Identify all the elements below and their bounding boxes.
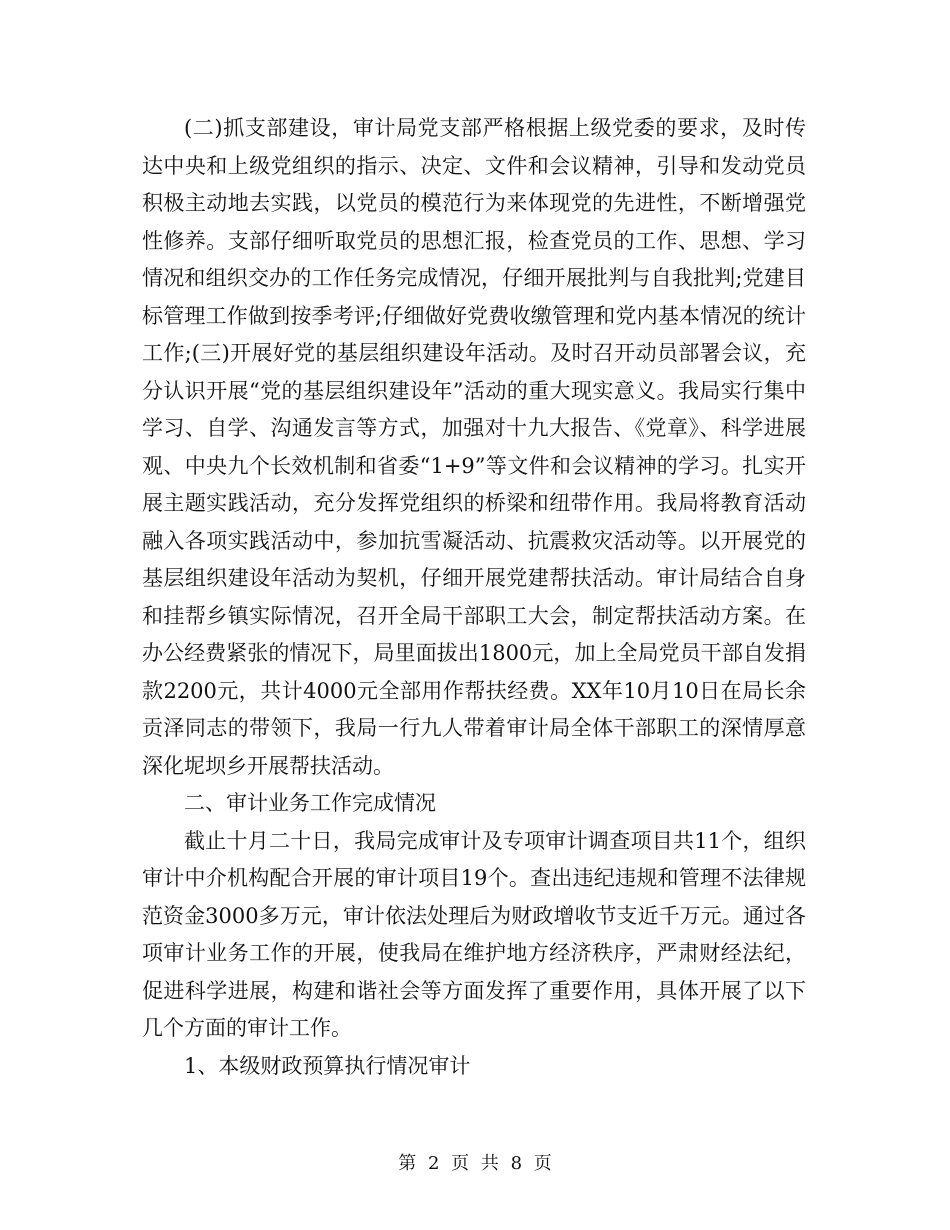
document-body (142, 110, 806, 1085)
page-footer: 第 2 页 共 8 页 (398, 1153, 552, 1174)
section-heading-audit-work: 二、审计业务工作完成情况 (184, 791, 436, 815)
paragraph-audit-summary: 截止十月二十日，我局完成审计及专项审计调查项目共11个，组织审计中介机构配合开展的审计项目19个。查出违纪违规和管理不法律规范资金3000多万元，审计依法处理后为财政增收节支近千万元。通过各项审计业务工作的开展，使我局在维护地方经济秩序，严肃财经法纪，促进科学进展，构建和谐社会等方面发挥了重要作用，具体开展了以下几个方面的审计工作。 (142, 828, 806, 1040)
subheading-budget-audit: 1、本级财政预算执行情况审计 (184, 1053, 471, 1078)
paragraph-party-branch: (二)抓支部建设，审计局党支部严格根据上级党委的要求，及时传达中央和上级党组织的指示、决定、文件和会议精神，引导和发动党员积极主动地去实践，以党员的模范行为来体现党的先进性，不断增强党性修养。支部仔细听取党员的思想汇报，检查党员的工作、思想、学习情况和组织交办的工作任务完成情况，仔细开展批判与自我批判;党建目标管理工作做到按季考评;仔细做好党费收缴管理和党内基本情况的统计工作;(三)开展好党的基层组织建设年活动。及时召开动员部署会议，充分认识开展“党的基层组织建设年”活动的重大现实意义。我局实行集中学习、自学、沟通发言等方式，加强对十九大报告、《党章》、科学进展观、中央九个长效机制和省委“1+9”等文件和会议精神的学习。扎实开展主题实践活动，充分发挥党组织的桥梁和纽带作用。我局将教育活动融入各项实践活动中，参加抗雪凝活动、抗震救灾活动等。以开展党的基层组织建设年活动为契机，仔细开展党建帮扶活动。审计局结合自身和挂帮乡镇实际情况，召开全局干部职工大会，制定帮扶活动方案。在办公经费紧张的情况下，局里面拔出1800元，加上全局党员干部自发捐款2200元，共计4000元全部用作帮扶经费。XX年10月10日在局长余贡泽同志的带领下，我局一行九人带着审计局全体干部职工的深情厚意深化坭坝乡开展帮扶活动。 (142, 116, 806, 778)
